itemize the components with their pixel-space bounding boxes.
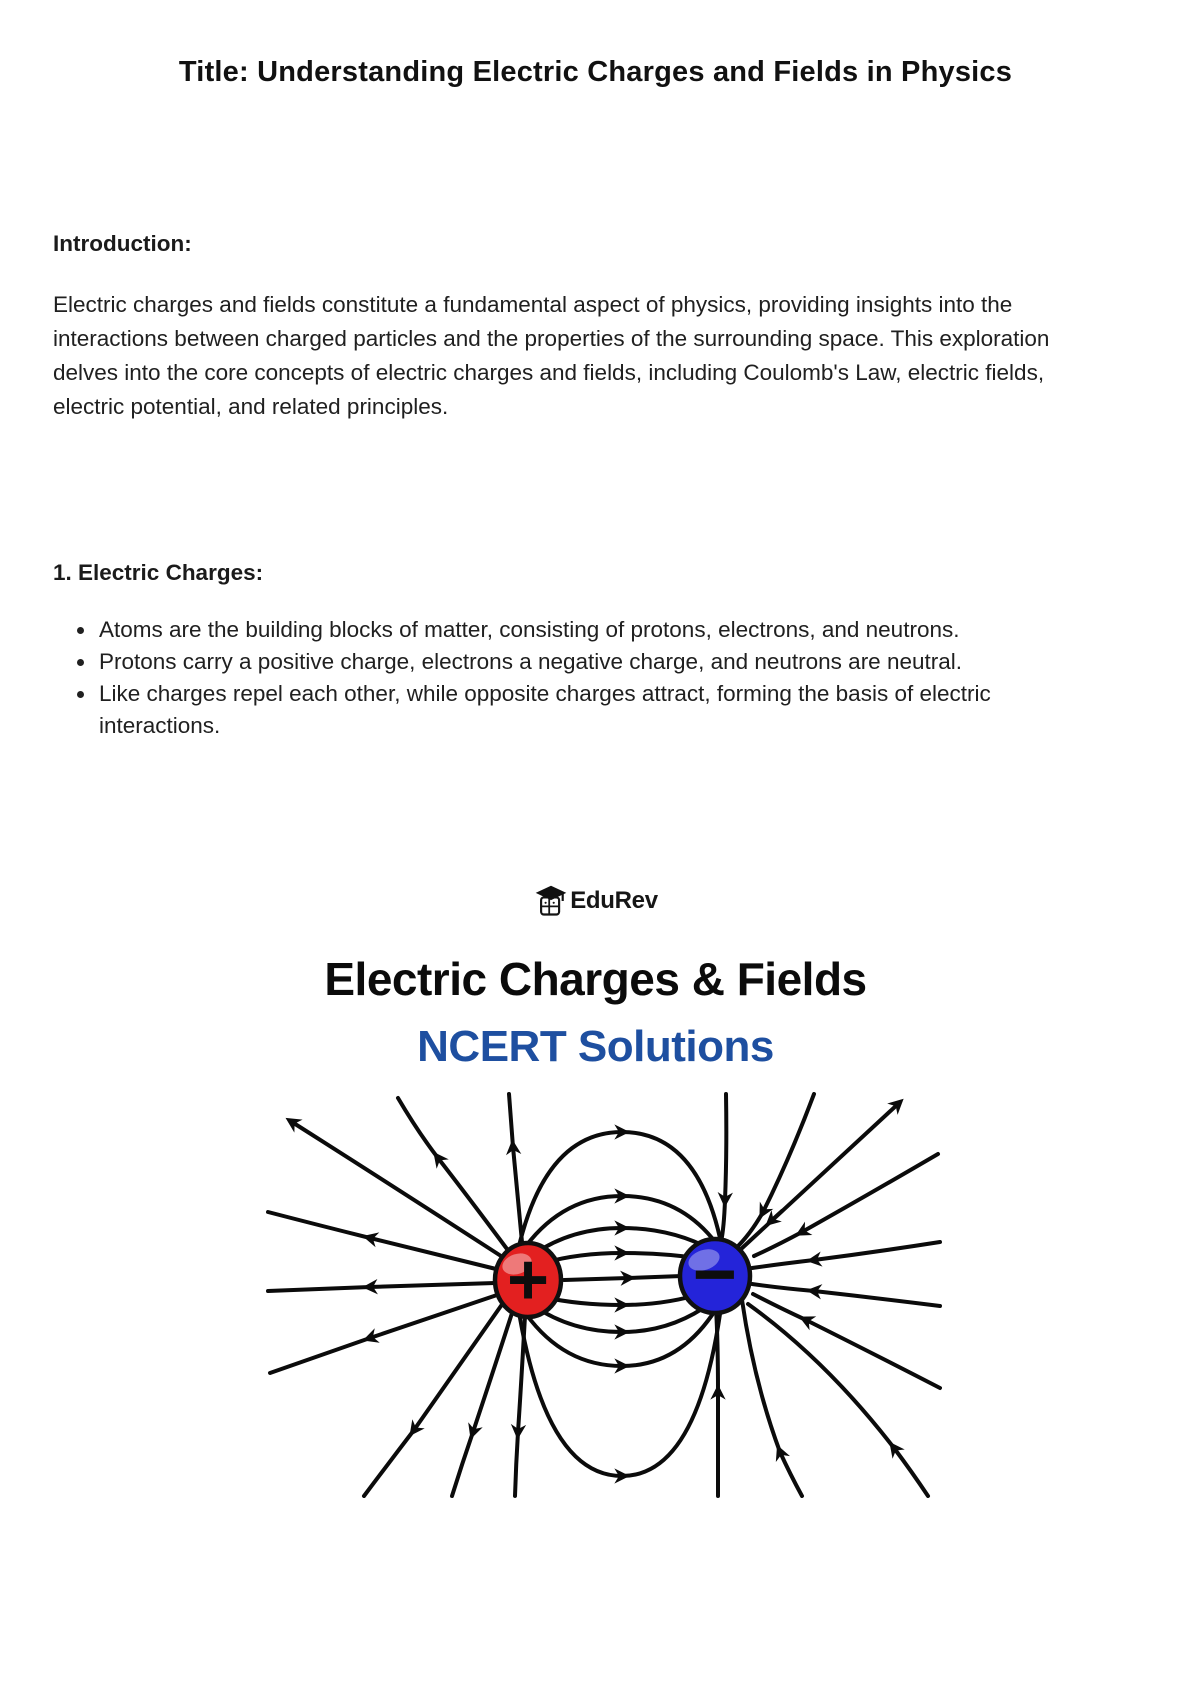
field-line [268, 1212, 496, 1269]
field-line [520, 1132, 720, 1242]
field-line [534, 1228, 712, 1254]
edurev-brand-text: EduRev [570, 887, 658, 914]
field-line [292, 1122, 501, 1256]
edurev-logo [0, 882, 1191, 920]
document-title: Title: Understanding Electric Charges and Fields in Physics [178, 56, 1013, 88]
field-lines [268, 1094, 940, 1496]
bullet-item-atoms: • Atoms are the building blocks of matter, consisting of protons, electrons, and neutrons. [97, 614, 1107, 646]
field-line [564, 1276, 682, 1280]
graduation-cap-books-icon [533, 882, 569, 920]
bullet-item-like-charges: • Like charges repel each other, while opposite charges attract, forming the basis of electric interactions. [97, 678, 1107, 742]
field-line [748, 1304, 928, 1496]
figure-subtitle: NCERT Solutions [417, 1022, 774, 1071]
introduction-paragraph: Electric charges and fields constitute a fundamental aspect of physics, providing insights into the interactions between charged particles and the properties of the surrounding space. This exploration delves into the core concepts of electric charges and fields, including Coulomb's Law, electric fields, electric potential, and related principles. [53, 292, 1050, 419]
introduction-heading: Introduction: [53, 231, 192, 256]
field-line [742, 1300, 802, 1496]
electric-dipole-field-diagram [266, 1092, 942, 1498]
bullet-item-protons: • Protons carry a positive charge, electrons a negative charge, and neutrons are neutral. [97, 646, 1107, 678]
field-line [268, 1283, 495, 1291]
field-line [543, 1293, 704, 1305]
field-line [509, 1094, 522, 1242]
field-line [452, 1310, 513, 1496]
field-line [740, 1104, 898, 1250]
field-line [735, 1094, 814, 1249]
field-line [543, 1253, 704, 1263]
section-heading-electric-charges: 1. Electric Charges: [53, 560, 264, 585]
field-line [753, 1294, 940, 1388]
minus-symbol: − [692, 1232, 738, 1317]
field-line [752, 1284, 940, 1306]
plus-symbol: + [506, 1240, 550, 1320]
positive-charge [495, 1240, 561, 1320]
electric-charges-bullet-list [60, 614, 1107, 742]
field-line [515, 1316, 525, 1496]
field-line [721, 1094, 726, 1242]
field-line [752, 1242, 940, 1268]
figure-title: Electric Charges & Fields [324, 953, 867, 1005]
field-line [716, 1308, 718, 1496]
field-line-arrow [771, 1211, 782, 1221]
